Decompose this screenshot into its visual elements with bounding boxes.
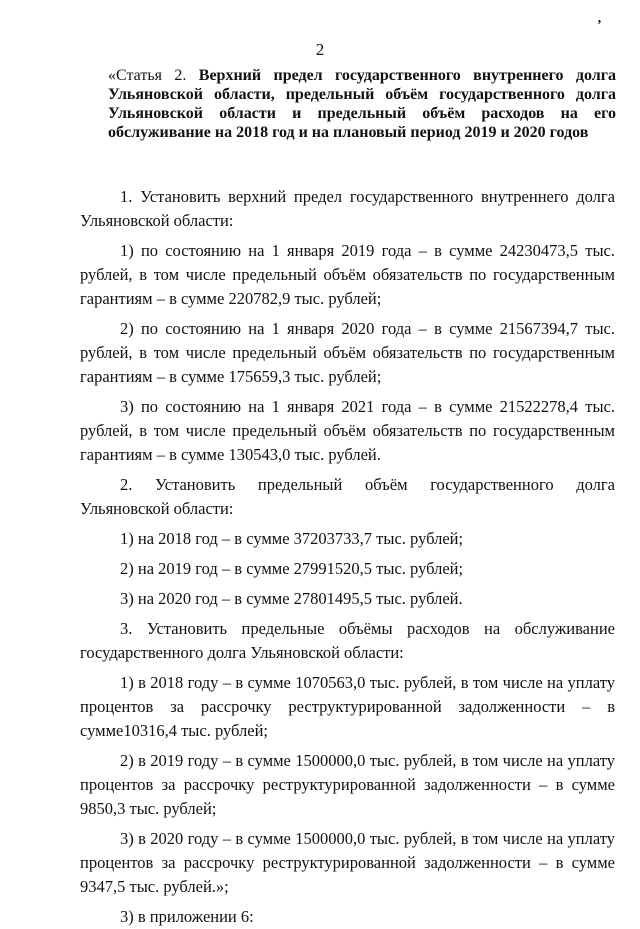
document-body [80, 177, 615, 929]
article-heading [108, 66, 616, 142]
paragraph: 1) в 2018 году – в сумме 1070563,0 тыс. рублей, в том числе на уплату процентов за рассрочку реструктурированной задолженности – в сумме10316,4 тыс. рублей; [80, 673, 615, 740]
page-number: 2 [315, 40, 325, 59]
paragraph: 2) на 2019 год – в сумме 27991520,5 тыс. рублей; [120, 559, 464, 578]
paragraph: 1. Установить верхний предел государственного внутреннего долга Ульяновской области: [80, 187, 615, 230]
article-lead: «Статья 2. [108, 67, 187, 84]
paragraph: 3) в приложении 6: [120, 907, 254, 926]
paragraph: 3) на 2020 год – в сумме 27801495,5 тыс. рублей. [120, 589, 463, 608]
paragraph: 3. Установить предельные объёмы расходов на обслуживание государственного долга Ульяновской области: [80, 619, 615, 662]
paragraph: 2) в 2019 году – в сумме 1500000,0 тыс. рублей, в том числе на уплату процентов за рассрочку реструктурированной задолженности – в сумме 9850,3 тыс. рублей; [80, 751, 615, 818]
paragraph: 3) в 2020 году – в сумме 1500000,0 тыс. рублей, в том числе на уплату процентов за рассрочку реструктурированной задолженности – в сумме 9347,5 тыс. рублей.»; [80, 829, 615, 896]
paragraph: 2. Установить предельный объём государственного долга Ульяновской области: [80, 475, 615, 518]
paragraph: 3) по состоянию на 1 января 2021 года – в сумме 21522278,4 тыс. рублей, в том числе предельный объём обязательств по государственным гарантиям – в сумме 130543,0 тыс. рублей. [80, 397, 615, 464]
corner-mark: ’ [597, 18, 602, 33]
paragraph: 1) по состоянию на 1 января 2019 года – в сумме 24230473,5 тыс. рублей, в том числе предельный объём обязательств по государственным гарантиям – в сумме 220782,9 тыс. рублей; [80, 241, 615, 308]
article-title: Верхний предел государственного внутреннего долга Ульяновской области, предельный объём государственного долга Ульяновской области и предельный объём расходов на его обслуживание на 2018 год и на плановый период 2019 и 2020 годов [108, 67, 617, 141]
paragraph: 2) по состоянию на 1 января 2020 года – в сумме 21567394,7 тыс. рублей, в том числе предельный объём обязательств по государственным гарантиям – в сумме 175659,3 тыс. рублей; [80, 319, 615, 386]
paragraph: 1) на 2018 год – в сумме 37203733,7 тыс. рублей; [120, 529, 464, 548]
